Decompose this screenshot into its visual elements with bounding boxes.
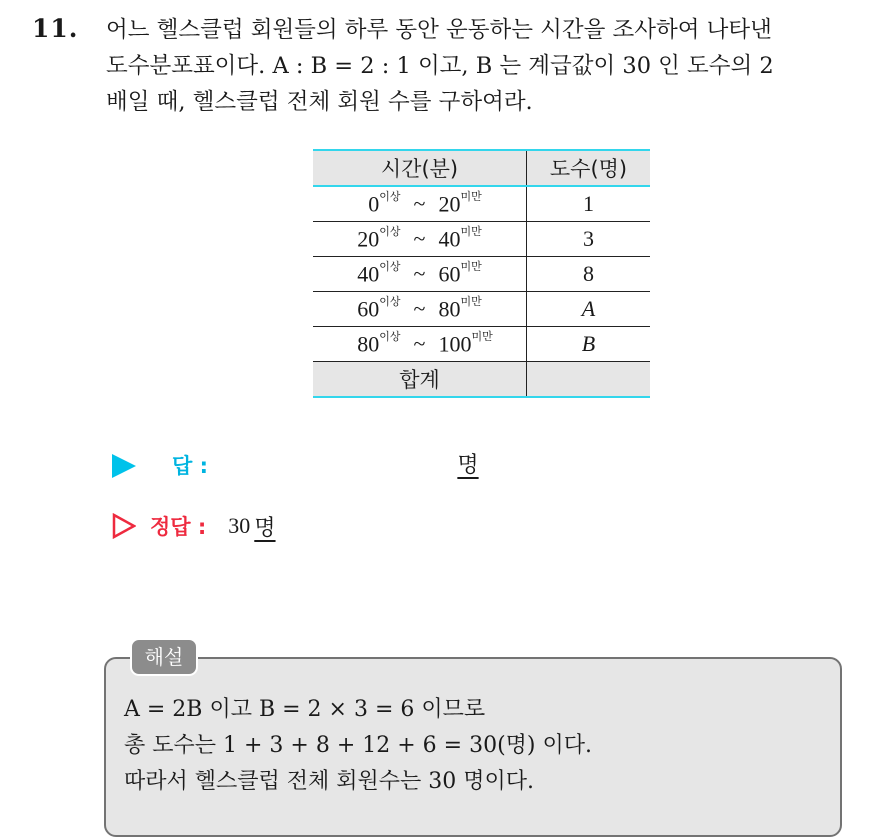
question-text <box>106 12 876 120</box>
solution-unit: 명 <box>254 515 276 541</box>
frequency-value: 8 <box>527 257 651 292</box>
table-row <box>313 292 650 327</box>
time-range <box>313 292 527 327</box>
total-value <box>527 362 651 398</box>
explanation-line: A = 2B 이고 B = 2 × 3 = 6 이므로 <box>124 697 486 722</box>
frequency-value: A <box>527 292 651 327</box>
table-row <box>313 222 650 257</box>
range-tilde: ~ <box>413 296 426 322</box>
ge-mark: 이상 <box>379 189 401 203</box>
time-range <box>313 222 527 257</box>
time-range <box>313 186 527 222</box>
ge-mark: 이상 <box>379 294 401 308</box>
frequency-value: B <box>527 327 651 362</box>
table-row <box>313 327 650 362</box>
range-tilde: ~ <box>413 226 426 252</box>
ge-mark: 이상 <box>379 329 401 343</box>
question-line: 도수분포표이다. A : B = 2 : 1 이고, B 는 계급값이 30 인 도수의 2 <box>106 53 774 79</box>
frequency-table <box>313 149 650 398</box>
answer-unit: 명 <box>457 453 479 478</box>
frequency-table-body <box>313 186 650 362</box>
table-row <box>313 257 650 292</box>
ge-mark: 이상 <box>379 224 401 238</box>
range-tilde: ~ <box>413 191 426 217</box>
range-from: 40 <box>357 261 380 287</box>
lt-mark: 미만 <box>460 224 482 238</box>
time-range <box>313 257 527 292</box>
question-line: 배일 때, 헬스클럽 전체 회원 수를 구하여라. <box>106 89 533 115</box>
range-tilde: ~ <box>413 331 426 357</box>
range-to: 40 <box>438 226 461 252</box>
solution-row <box>112 508 276 544</box>
triangle-right-outline-icon <box>112 513 136 539</box>
question-line: 어느 헬스클럽 회원들의 하루 동안 운동하는 시간을 조사하여 나타낸 <box>106 17 772 43</box>
lt-mark: 미만 <box>460 259 482 273</box>
lt-mark: 미만 <box>460 189 482 203</box>
explanation-tab: 해설 <box>130 638 198 676</box>
header-frequency: 도수(명) <box>527 150 651 186</box>
solution-label: 정답 : <box>150 515 207 539</box>
range-to: 80 <box>438 296 461 322</box>
range-from: 60 <box>357 296 380 322</box>
explanation-line: 따라서 헬스클럽 전체 회원수는 30 명이다. <box>124 769 534 794</box>
question-number: 11. <box>32 14 79 43</box>
range-from: 20 <box>357 226 380 252</box>
frequency-value: 3 <box>527 222 651 257</box>
explanation-text <box>124 692 592 800</box>
explanation-line: 총 도수는 1 + 3 + 8 + 12 + 6 = 30(명) 이다. <box>124 733 592 758</box>
range-to: 100 <box>438 331 472 357</box>
ge-mark: 이상 <box>379 259 401 273</box>
range-to: 60 <box>438 261 461 287</box>
frequency-value: 1 <box>527 186 651 222</box>
answer-row <box>112 448 479 484</box>
table-row <box>313 186 650 222</box>
lt-mark: 미만 <box>471 329 493 343</box>
range-to: 20 <box>438 191 461 217</box>
header-time: 시간(분) <box>313 150 527 186</box>
solution-value: 30 <box>228 513 251 538</box>
total-label: 합계 <box>313 362 527 398</box>
lt-mark: 미만 <box>460 294 482 308</box>
range-from: 80 <box>357 331 380 357</box>
range-from: 0 <box>368 191 380 217</box>
triangle-right-filled-icon <box>112 454 136 478</box>
total-row <box>313 362 650 398</box>
range-tilde: ~ <box>413 261 426 287</box>
answer-label: 답 : <box>172 454 208 478</box>
time-range <box>313 327 527 362</box>
